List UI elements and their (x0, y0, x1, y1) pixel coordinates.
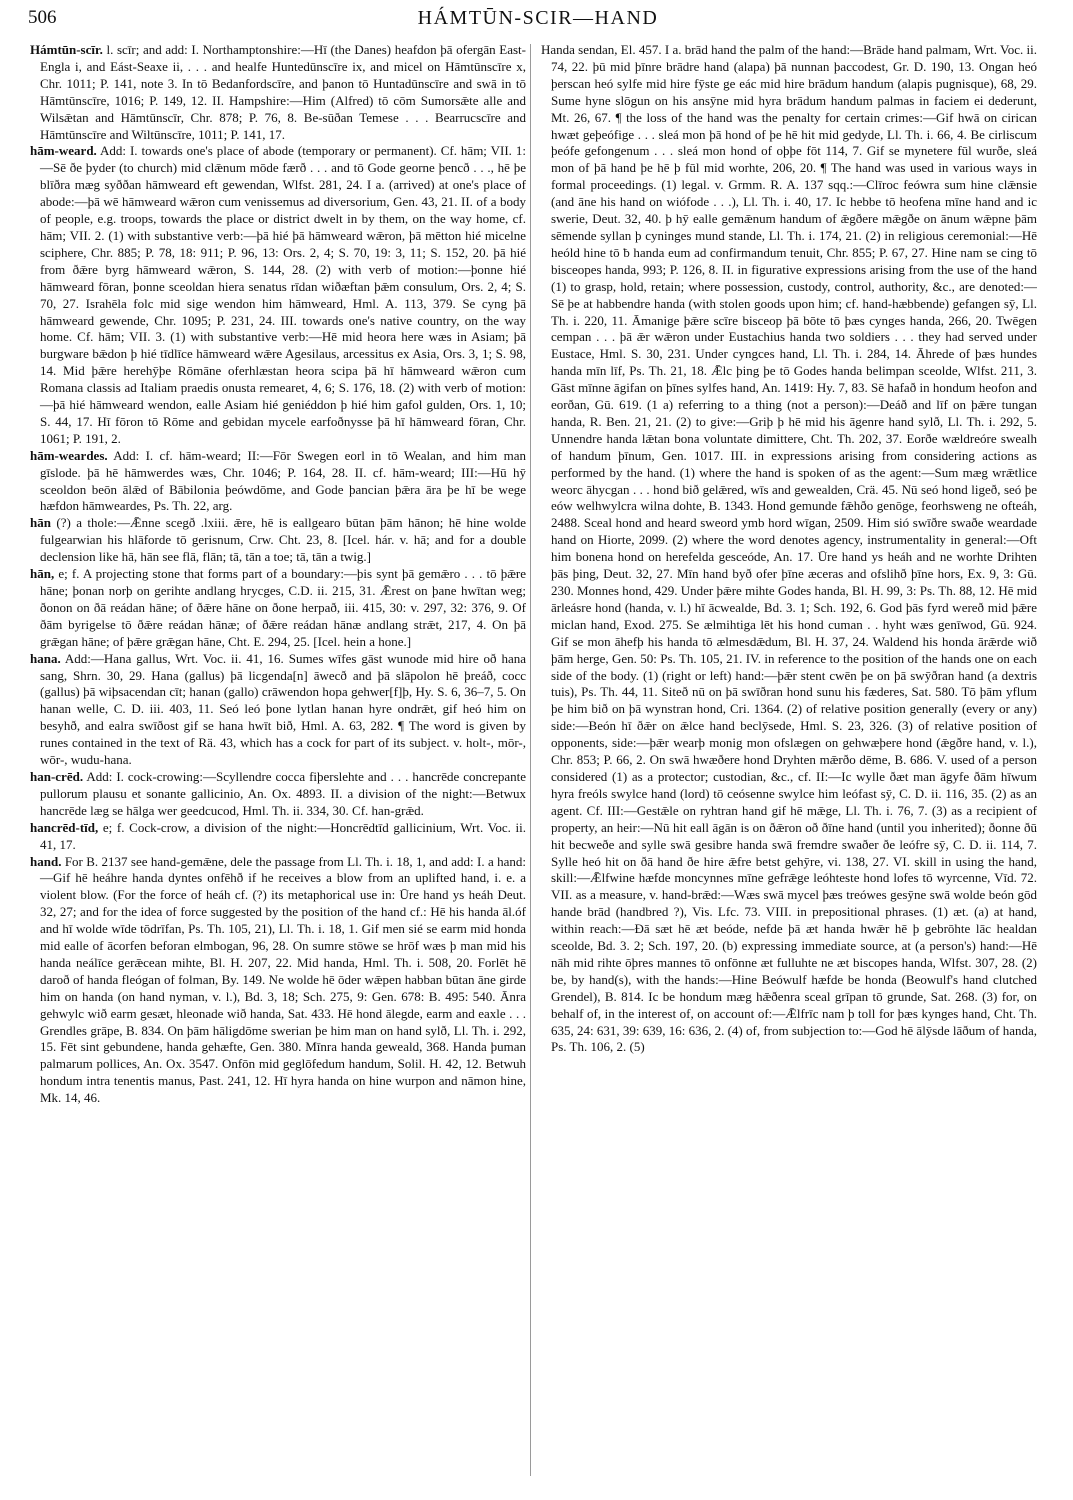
entry-headword: hand. (30, 853, 62, 869)
dictionary-entry (541, 42, 1037, 1056)
running-head: HÁMTŪN-SCIR—HAND (417, 7, 659, 29)
entry-text: Add: I. towards one's place of abode (temporary or permanent). Cf. hām; VII. 1:—Sē ðe þyder (to church) mid clǣnum mōde færð . . . and tō Gode georne þencð . . ., hē þe blīðra mæg syððan hāmweard eft gewendan, Wlfst. 281, 24. I a. (arrived) at one's place of abode:—þā wē hāmweard wǣron cum venissemus ad diversorium, Gen. 43, 21. II. of a body of people, e.g. troops, towards the place or district dwelt in by them, on the way home, cf. hām; VII. 2. (1) with substantive verb:—þā hié þā hāmweard wǣron, þā mētton hié micelne sciphere, Chr. 885; P. 78, 18: 911; P. 96, 13: Ors. 2, 4; S. 70, 19: 3, 11; S. 152, 20. þā hié from ðǣre byrg hāmweard wǣron, S. 144, 28. (2) with verb of motion:—þonne hié hāmweard fōran, þonne sceoldan hiera senatus rīdan wiðæftan þǣm consulum, Ors. 2, 4; S. 70, 27. Israhēla folc mid sige wendon him hāmweard, Hml. A. 113, 379. Se cyng þā hāmweard gewende, Chr. 1095; P. 231, 24. III. towards one's native country, on the way home. Cf. hām; VII. 3. (1) with substantive verb:—Hē mid heora here wæs in Asiam; þā burgware bǣdon þ hié tīdlīce hāmweard wǣre Agesilaus, arcessitus ex Asia, Ors. 3, 1; S. 98, 14. Mid þǣre herehȳþe Rōmāne oferhlæstan heora scipa þā hī hāmweard wǣron cum Romana classis ad Italiam praedis onusta remearet, 4, 6; S. 176, 18. (2) with verb of motion:—þā hié hāmweard wendon, ealle Asiam hié geniéddon þ hié him gafol gulden, Ors. 1, 10; S. 44, 17. Hī fōron tō Rōme and gebidan mycele earfoðnysse þā hī hāmweard fōran, Chr. 1061; P. 191, 2. (40, 143, 526, 446)
entry-headword: hām-weard. (30, 143, 97, 159)
entry-text: e; f. A projecting stone that forms part of a boundary:—þis synt þā gemǣro . . . tō þǣre hāne; þonan norþ on gerihte andlang hrycges, C.D. ii. 215, 31. Ǣrest on þane hwītan weg; ðonon on ðā reádan hāne; of ðǣre hāne on ðone herpað, iii. 415, 30: v. 297, 32: 376, 9. Of ðām byrigelse tō ðǣre reádan hānæ; of ðǣre reádan hānæ andlang strǣt, 217, 4. On þā grǣgan hāne; of þǣre grǣgan hāne, Cht. E. 294, 25. [Icel. hein a hone.] (40, 566, 526, 649)
page-number: 506 (28, 7, 57, 28)
entry-text: Add: I. cf. hām-weard; II:—Fōr Swegen eorl in tō Wealan, and him man gīslode. þā hē hāmwerdes wæs, Chr. 1046; P. 164, 28. II. cf. hām-weard; III:—Hū hȳ sceoldon beōn ālǣd of Bābilonia þeówdōme, and Gode þancian þǣra āra þe hī be wege hæfdon hāmweardes, Ps. Th. 22, arg. (40, 447, 526, 514)
dictionary-entry (30, 143, 526, 447)
dictionary-entry (30, 515, 526, 566)
dictionary-entry (30, 448, 526, 516)
entry-text: (?) a thole:—Ǣnne scegð .lxiii. ǣre, hē is eallgearo būtan þām hānon; hē hine wolde fulgearwian his hlāforde tō gerisnum, Crw. Cht. 23, 8. [Icel. hár. v. hā; and for a double declension like hā, hān see flā, flān; tā, tān a toe; tā, tān a twig.] (40, 515, 526, 565)
dictionary-entry (30, 820, 526, 854)
entry-text: e; f. Cock-crow, a division of the night:—Honcrēdtīd gallicinium, Wrt. Voc. ii. 41, 17. (40, 819, 526, 852)
dictionary-entry (30, 854, 526, 1108)
dictionary-entry (30, 769, 526, 820)
dictionary-entry (30, 566, 526, 651)
entry-headword: hancrēd-tīd, (30, 819, 99, 835)
page-header (28, 4, 1048, 38)
entry-text: For B. 2137 see hand-gemǣne, dele the passage from Ll. Th. i. 18, 1, and add: I. a hand:—Gif hē heáhre handa dyntes onfēhð if he receives a blow from an uplifted hand, i. e. a violent blow. (For the force of heáh cf. (?) its metaphorical use in: Ūre hand ys heáh Deut. 32, 27; and for the idea of force suggested by the position of the hand cf.: Hē his handa āl.óf and hī wolde wīde tōdrīfan, Ps. Th. 105, 21), Ll. Th. i. 18, 1. Gif men sié se earm mid honda mid ealle of ācorfen beforan elmbogan, 96, 28. On sumre stōwe se hrōf wæs þ man mid his handa neálīce gerǣcean mihte, Bl. H. 207, 22. Mid handa, Hml. Th. i. 508, 20. Forlēt hē daroð of handa fleógan of folman, By. 149. Ne wolde hē ōder wǣpen habban būtan āne girde him on handa (on hand nyman, v. l.), Bd. 3, 18; Sch. 275, 9: Gen. 678: B. 495: 540. Ānra gehwylc wið earm gesæt, hleonade wið handa, Sat. 433. Hē hond ālegde, earm and eaxle . . . Grendles grāpe, B. 834. On þām hāligdōme swerian þe him man on hand sylð, Ll. Th. i. 292, 15. Fēt sint gebundene, handa gehæfte, Gen. 380. Mīnra handa geweald, 368. Handa þuman palmarum pollices, An. Ox. 3547. Onfōn mid geglōfedum handum, Solil. H. 42, 12. Betwuh hondum intra tenentis manus, Past. 241, 12. Hī hyra handa on hine wurpon and nāmon hine, Mk. 14, 46. (40, 853, 526, 1106)
entry-text: Handa sendan, El. 457. I a. brād hand the palm of the hand:—Brāde hand palmam, Wrt. Voc. ii. 74, 22. þū mid þīnre brādre hand (alapa) þā nunnan þaccodest, Gr. D. 190, 13. Ongan heó þerscan heó sylfe mid hire fȳste ge eác mid hire brādum handum (alapis pugnisque), 68, 29. Sume hyne slōgun on his ansȳne mid hyra brādum handum palmas in faciem ei dederunt, Mt. 26, 67. ¶ the loss of the hand was the penalty for certain crimes:—Gif hwā on cirican hwæt geþeófige . . . sleá mon þā hond of þe hē hit mid gedyde, Ll. Th. i. 66, 4. Be cirliscum þeófe gefongenum . . . sleá mon hond of oþþe fōt 114, 7. Gif se mynetere fūl wurðe, sleá mon of þā hand þe hē þ fūl mid worhte, 206, 20. ¶ The hand was used in various ways in formal proceedings. (1) legal. v. Grmm. R. A. 137 sqq.:—Clīroc feówra sum hine clǣnsie (and āne his hand on wiófode . . .), Ll. Th. i. 40, 17. Ic hebbe tō heofena mīne hand and ic swerie, Deut. 32, 40. þ hȳ ealle gemǣnum handum of ǣgðere mǣgðe on ānum wǣpne þām sēmende syllan þ cyninges mund stande, Ll. Th. i. 174, 21. (2) in religious ceremonial:—Hē heóld hine tō ƀ handa eum ad confirmandum tenuit, Chr. 855; P. 67, 27. Hine nam se cing tō bisceopes handa, 993; P. 126, 8. II. in figurative expressions arising from the use of the hand (1) to grasp, hold, retain; where possession, custody, control, authority, &c., are denoted:—Sē þe at habbendre handa (with stolen goods upon him; cf. hand-hæbbende) gefangen sȳ, Ll. Th. i. 220, 11. Āmanige þǣre scīre bisceop þā bōte tō þæs cynges handa, 266, 20. Twēgen cempan . . . þā ǣr wǣron under Eustachius handa two soldiers . . . they had served under Eustace, Hml. S. 30, 231. Under cyngces hand, Ll. Th. i. 284, 14. Āhrede of þæs hundes handa mīn līf, Ps. Th. 21, 18. Ǣlc þing þe tō Godes handa belimpan sceolde, Wlfst. 211, 3. Gāst mīnne āgifan on þīnes sylfes hand, An. 1419: Hy. 7, 83. Sē hafað in hondum heofon and eorðan, Gū. 619. (1 a) referring to a thing (not a person):—Deáð and līf on þǣre tungan handa, R. Ben. 21, 21. (2) to give:—Griþ þ hē mid his āgenre hand sylð, Ll. Th. i. 292, 5. Unnendre handa lǣtan bona voluntate dimittere, Cht. Th. 202, 37. Eorðe wældreóre swealh of handum þīnum, Gen. 1017. III. in expressions arising from considering actions as performed by the hand. (1) where the hand is spoken of as the agent:—Sum mæg wrǣtlice weorc āhycgan . . . hond bið gelǣred, wīs and gewealden, Crä. 45. Nū seó hond ligeð, seó þe eów welhwylcra wilna dohte, B. 1343. Hond gemunde fǣhðo genōge, feorhsweng ne ofteáh, 2488. Sceal hond and heard sweord ymb hord wīgan, 2509. Him sió swīðre swaðe weardade hand on Hiorte, 2099. (2) where the word denotes agency, instrumentality in general:—Oft him bonena hond on herefelda gesceóde, An. 17. Ūre hand ys heáh and ne worhte Drihten þās þing, Deut. 32, 27. Mīn hand byð ofer þīne æceras and ofslihð þīne hors, Ex. 9, 3: Gū. 230. Monnes hond, 429. Under þǣre mihte Godes handa, Bl. H. 99, 3: Ps. Th. 88, 12. Hē mid ārleásre hond (handa, v. l.) hī ācwealde, Bd. 3. 1; Sch. 192, 6. God þās fyrd wereð mid þǣre miclan hand, Exod. 275. Se ælmihtiga lēt his hond cuman . . hyht wæs genīwod, Gū. 924. Gif se mon āhefþ his handa tō ælmesdǣdum, Bl. H. 37, 24. Waldend his honda ārǣrde wið þām herge, Gen. 50: Ps. Th. 105, 21. IV. in reference to the position of the hands one on each side of the body. (1) (right or left) hand:—þǣr stent cwēn þe on þā swȳðran hand (a dextris tuis), Ps. Th. 44, 11. Siteð nū on þā swīðran hond sunu his fæderes, Sat. 580. Tō þām yflum þe him bið on þā wynstran hond, Cri. 1364. (2) of relative position generally (every or any) side:—Beón hī ðǣr on ǣlce hand beclȳsede, Hml. S. 23, 326. (3) of relative position of opponents, side:—þǣr wearþ monig mon ofslægen on gehwæþere hond (ǣgðre hand, v. l.), Chr. 853; P. 66, 2. On swā hwæðere hond Dryhten mǣrðo dēme, B. 686. V. used of a person considered (1) as a protector; custodian, &c., cf. II:—Ic wylle ðæt man āgyfe ðām hīwum hyra freóls swylce hand (lord) tō ceósenne swylce him leófast sȳ, C. D. ii. 116, 35. (2) as an agent. Cf. III:—Gestǣle on ryhtran hand gif hē mǣge, Ll. Th. i. 76, 7. (3) as a recipient of property, an heir:—Nū hit eall āgān is on ðǣron oð ðīne hand (until you inherited); ðonne ðū hit becweðe and sylle swā gesibre handa swā fremdre swaðer ðe leófre sȳ, C. D. ii. 114, 7. Sylle heó hit on ðā hand ðe hire ǣfre betst gehȳre, vi. 138, 27. VI. skill in using the hand, skill:—Ǣlfwine hæfde moncynnes mīne gefrǣge leóhteste hond lofes tō wyrcenne, Vīd. 72. VII. as a measure, v. hand-brǣd:—Wæs swā mycel þæs treówes gesȳne swā wolde beón gōd hande brād (handbred ?), Vis. Lfc. 73. VIII. in prepositional phrases. (1) æt. (a) at hand, within reach:—Ðā sæt hē æt beóde, nefde þā æt handa hwǣr hē þ gebrōhte lāc healdan sceolde, Bd. 3. 2; Sch. 197, 20. (b) expressing immediate source, at (a person's) hand:—Hē nāh mid rihte ōþres mannes tō onfōnne æt fulluhte ne æt biscopes handa, Wlfst. 307, 28. (2) be, by hand(s), with the hands:—Hine Beówulf hæfde be honda (Beowulf's hand clutched Grendel), B. 814. Ic be hondum mæg hǣðenra sceal grīpan tō grunde, Sat. 268. (3) for, on behalf of, in the interest of, on account of:—Ǣlfrīc nam þ toll for þæs kynges hand, Cht. Th. 635, 24: 631, 39: 639, 16: 636, 2. (4) of, from subjection to:—God hē ālȳsde lāðum of handa, Ps. Th. 106, 2. (5) (541, 42, 1037, 1055)
entry-headword: Hámtūn-scīr. (30, 42, 103, 57)
right-column (541, 42, 1037, 1482)
entry-text: Add: I. cock-crowing:—Scyllendre cocca fiþerslehte and . . . hancrēde concrepante pullorum plausu et sonante gallicinio, An. Ox. 4893. II. a division of the night:—Betwux hancrēde læg se hālga wer geedcucod, Hml. Th. ii. 334, 30. Cf. han-grǣd. (40, 768, 526, 818)
entry-text: Add:—Hana gallus, Wrt. Voc. ii. 41, 16. Sumes wīfes gāst wunode mid hire oð hana sang, Shrn. 30, 29. Hana (gallus) þā licgenda[n] āwecð and þā slāpolon hē þreáð, cocc (gallus) þā wiþsacendan cīt; hanan (gallo) crāwendon hopa gehwer[f]þ, Hy. S. 6, 36–7, 5. On hanan welle, C. D. iii. 403, 11. Seó leó þone lytlan hanan hyre ondrǣt, gif heó him on besyhð, and ealra swīðost gif se hana hwīt bið, Hml. A. 63, 282. ¶ The word is given by runes contained in the text of Rä. 43, which has a cock for part of its subject. v. holt-, mōr-, wōr-, wudu-hana. (40, 650, 526, 768)
dictionary-entry (30, 42, 526, 143)
entry-text: l. scīr; and add: I. Northamptonshire:—Hī (the Danes) heafdon þā ofergān East-Engla i, and Eást-Seaxe ii, . . . and healfe Huntedūnscīre ix, and micel on Hāmtūnscīre x, Chr. 1011; P. 141, note 3. In tō Bedanfordscīre, and þanon tō Huntadūnscīre and swā in tō Hāmtūnscīre, 1016; P. 149, 12. II. Hampshire:—Him (Alfred) tō cōm Sumorsǣte alle and Wilsǣtan and Hāmtūnscīr, Chr. 878; P. 76, 8. Be-sūðan Temese . . . Bearrucscīre and Hāmtūnscīre and Wiltūnscīre, 1011; P. 141, 17. (40, 42, 526, 142)
entry-headword: hān, (30, 566, 55, 582)
entry-headword: hān (30, 515, 51, 531)
left-column (30, 42, 526, 1482)
entry-headword: hana. (30, 650, 61, 666)
entry-headword: han-crēd. (30, 768, 84, 784)
entry-headword: hām-weardes. (30, 447, 108, 463)
dictionary-entry (30, 651, 526, 769)
column-divider (530, 44, 531, 1476)
